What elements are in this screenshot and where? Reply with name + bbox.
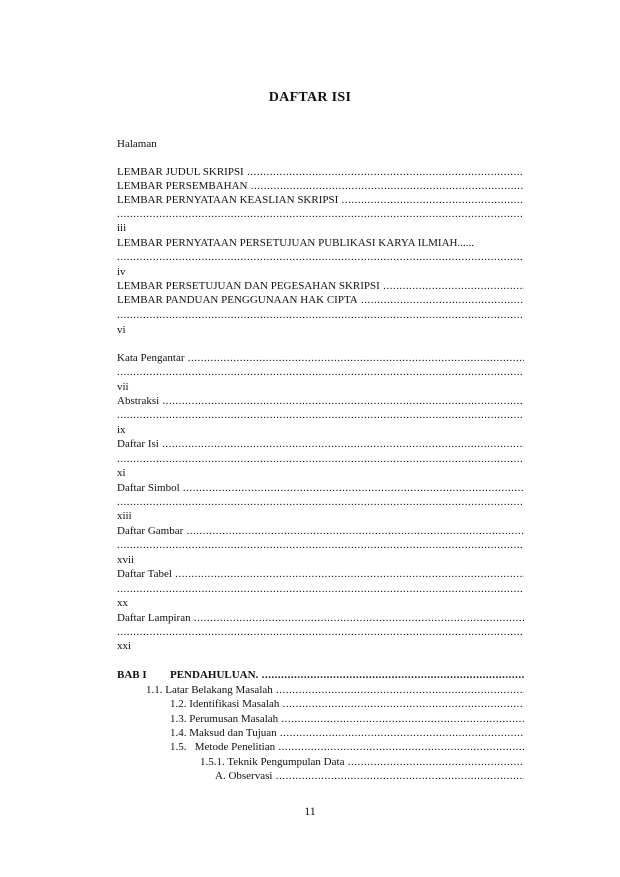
toc-entry-lembar-pernyataan-keaslian[interactable]: LEMBAR PERNYATAAN KEASLIAN SKRIPSI ..... <box>117 193 524 207</box>
toc-page-number: xvii <box>117 554 135 566</box>
dot-leader <box>117 308 524 322</box>
dot-leader <box>117 452 524 466</box>
dot-leader <box>117 365 524 379</box>
halaman-label: Halaman <box>117 138 157 150</box>
chapter-number: BAB I <box>117 669 147 681</box>
toc-section-1-4[interactable]: 1.4. Maksud dan Tujuan ..... <box>170 726 524 740</box>
toc-entry-daftar-lampiran[interactable]: Daftar Lampiran ..... <box>117 611 524 625</box>
dot-leader <box>117 625 524 639</box>
toc-entry-lembar-persetujuan[interactable]: LEMBAR PERSETUJUAN DAN PEGESAHAN SKRIPSI ..... <box>117 279 524 293</box>
chapter-title: PENDAHULUAN. ..... <box>170 669 524 681</box>
toc-page-number: iv <box>117 266 126 278</box>
toc-entry-lembar-publikasi[interactable]: LEMBAR PERNYATAAN PERSETUJUAN PUBLIKASI KARYA ILMIAH...... <box>117 237 474 249</box>
toc-page-number: xiii <box>117 510 132 522</box>
dot-leader <box>117 250 524 264</box>
toc-section-1-5-1-a[interactable]: A. Observasi ..... <box>215 769 524 783</box>
toc-page-number: vii <box>117 381 129 393</box>
dot-leader <box>117 408 524 422</box>
toc-entry-daftar-tabel[interactable]: Daftar Tabel ..... <box>117 567 524 581</box>
toc-entry-kata-pengantar[interactable]: Kata Pengantar ..... <box>117 351 524 365</box>
toc-chapter-bab-1[interactable] <box>117 668 524 682</box>
toc-section-1-1[interactable]: 1.1. Latar Belakang Masalah ..... <box>146 683 524 697</box>
dot-leader <box>117 207 524 221</box>
toc-section-1-3[interactable]: 1.3. Perumusan Masalah ..... <box>170 712 524 726</box>
toc-section-1-5[interactable]: 1.5. Metode Penelitian ..... <box>170 740 524 754</box>
dot-leader <box>117 538 524 552</box>
page-number: 11 <box>304 804 316 818</box>
dot-leader <box>117 582 524 596</box>
dot-leader <box>117 495 524 509</box>
toc-page-number: iii <box>117 222 127 234</box>
toc-entry-daftar-simbol[interactable]: Daftar Simbol ..... <box>117 481 524 495</box>
toc-section-1-5-1[interactable]: 1.5.1. Teknik Pengumpulan Data ..... <box>200 755 524 769</box>
toc-entry-daftar-isi[interactable]: Daftar Isi ..... <box>117 437 524 451</box>
page-title: DAFTAR ISI <box>268 90 352 105</box>
toc-entry-lembar-judul[interactable]: LEMBAR JUDUL SKRIPSI ..... <box>117 165 524 179</box>
toc-entry-lembar-panduan[interactable]: LEMBAR PANDUAN PENGGUNAAN HAK CIPTA ..... <box>117 293 524 307</box>
toc-entry-abstraksi[interactable]: Abstraksi ..... <box>117 394 524 408</box>
toc-entry-lembar-persembahan[interactable]: LEMBAR PERSEMBAHAN ..... <box>117 179 524 193</box>
toc-page-number: ix <box>117 424 126 436</box>
toc-page-number: xi <box>117 467 126 479</box>
toc-page-number: xx <box>117 597 128 609</box>
toc-page-number: xxi <box>117 640 132 652</box>
toc-section-1-2[interactable]: 1.2. Identifikasi Masalah ..... <box>170 697 524 711</box>
toc-page-number: vi <box>117 324 126 336</box>
toc-entry-daftar-gambar[interactable]: Daftar Gambar ..... <box>117 524 524 538</box>
